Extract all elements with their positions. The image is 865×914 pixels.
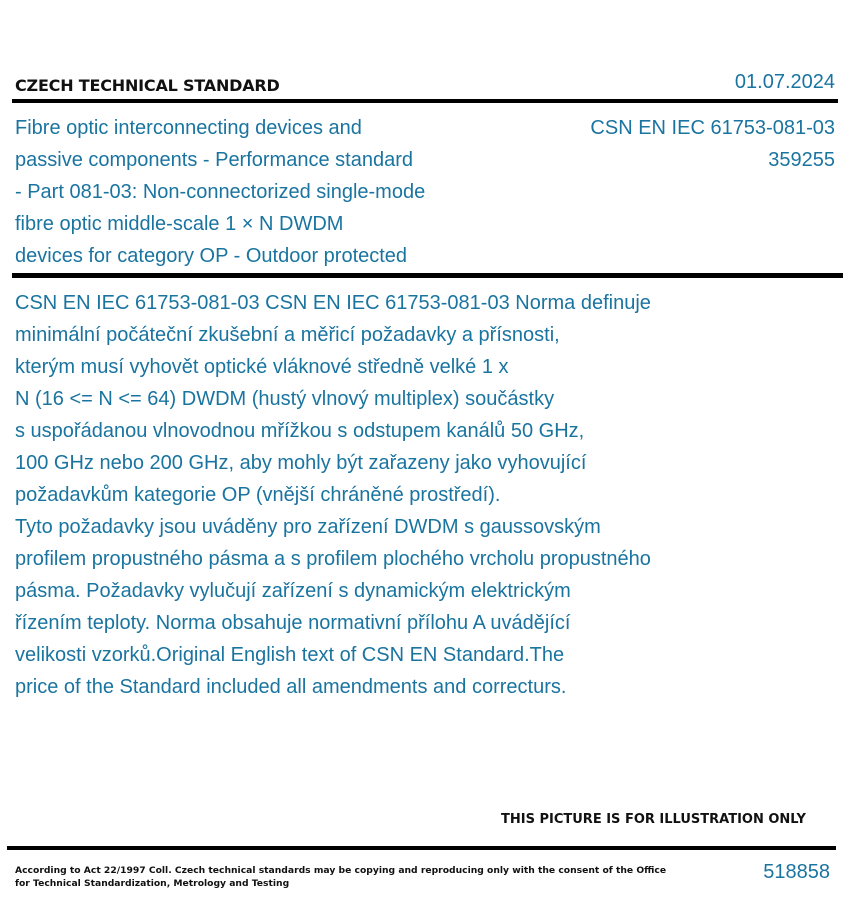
legal-line: for Technical Standardization, Metrology and Testing: [15, 878, 290, 889]
standard-title: [15, 112, 485, 272]
description-line: s uspořádanou vlnovodnou mřížkou s odstupem kanálů 50 GHz,: [15, 420, 585, 442]
title-line: fibre optic middle-scale 1 × N DWDM: [15, 213, 344, 235]
description-line: CSN EN IEC 61753-081-03 CSN EN IEC 61753-081-03 Norma definuje: [15, 292, 651, 314]
top-divider: [12, 99, 838, 103]
catalog-number: 359255: [768, 149, 835, 171]
description-line: N (16 <= N <= 64) DWDM (hustý vlnový multiplex) součástky: [15, 388, 555, 410]
middle-divider: [12, 273, 843, 278]
description-line: minimální počáteční zkušební a měřicí požadavky a přísnosti,: [15, 324, 560, 346]
document-number: 518858: [763, 861, 830, 883]
standard-code: CSN EN IEC 61753-081-03: [590, 117, 835, 139]
description-line: požadavkům kategorie OP (vnější chráněné prostředí).: [15, 484, 501, 506]
document-type-label: CZECH TECHNICAL STANDARD: [15, 76, 280, 95]
description-line: pásma. Požadavky vylučují zařízení s dynamickým elektrickým: [15, 580, 571, 602]
description-line: profilem propustného pásma a s profilem plochého vrcholu propustného: [15, 548, 651, 570]
description-line: 100 GHz nebo 200 GHz, aby mohly být zařazeny jako vyhovující: [15, 452, 587, 474]
legal-line: According to Act 22/1997 Coll. Czech technical standards may be copying and reproducing only with the consent of the Office: [15, 865, 667, 876]
title-line: - Part 081-03: Non-connectorized single-mode: [15, 181, 426, 203]
title-line: devices for category OP - Outdoor protected: [15, 245, 408, 267]
title-line: Fibre optic interconnecting devices and: [15, 117, 362, 139]
standard-description: [15, 287, 775, 703]
description-line: velikosti vzorků.Original English text of CSN EN Standard.The: [15, 644, 565, 666]
title-line: passive components - Performance standard: [15, 149, 413, 171]
publication-date: 01.07.2024: [734, 71, 835, 93]
legal-notice: [15, 864, 667, 890]
illustration-notice: THIS PICTURE IS FOR ILLUSTRATION ONLY: [501, 812, 806, 827]
bottom-divider: [7, 846, 836, 850]
description-line: řízením teploty. Norma obsahuje normativní přílohu A uvádějící: [15, 612, 571, 634]
description-line: kterým musí vyhovět optické vláknové středně velké 1 x: [15, 356, 509, 378]
standard-identifiers: [590, 112, 835, 176]
description-line: Tyto požadavky jsou uváděny pro zařízení DWDM s gaussovským: [15, 516, 601, 538]
description-line: price of the Standard included all amendments and correcturs.: [15, 676, 567, 698]
